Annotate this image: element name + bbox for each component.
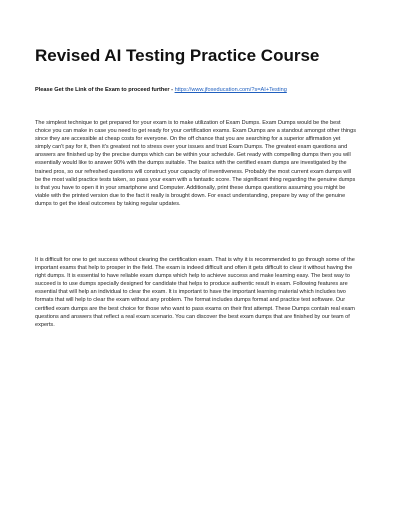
exam-link-line [35, 86, 365, 94]
body-paragraph-2: It is difficult for one to get success without clearing the certification exam. That is why it is recommended to go through some of the important exams that help to prosper in the field. The exam is indeed difficult and often it gets difficult to clear it without having the right dumps. It is essential to have reliable exam dumps which help to achieve success and make learning easy. The best way to succeed is to use dumps specially designed for candidate that helps to produce authentic result in exam. Following features are essential that will help an individual to clear the exam. It is important to have the important learning material which includes two formats that will help to clear the exam without any problem. The format includes dumps format and practice test software. Our certified exam dumps are the best choice for those who want to pass exams on their first attempt. These Dumps contain real exam questions and answers that reflect a real exam scenario. You can discover the best exam dumps that are finished by our team of experts. [35, 257, 355, 328]
exam-link[interactable]: https://www.jfoxeducation.com/?s=AI+Testing [174, 87, 287, 93]
exam-link-label: Please Get the Link of the Exam to proceed further - [35, 87, 175, 93]
body-paragraph-1: The simplest technique to get prepared for your exam is to make utilization of Exam Dumps. Exam Dumps would be the best choice you can make in case you need to get ready for your certification exams. Exam Dumps are a standout amongst other things since they are accessible at cheap costs for everyone. On the off chance that you are searching for a superior affirmation yet simply can't pay for it, then it's greatest not to stress over your issues and trust Exam Dumps. The greatest exam questions and answers are finished up by the precise dumps which can be within your schedule. Get ready with compelling dumps then you will essentially would like to answer 90% with the dumps suitable. The basics with the certified exam dumps are investigated by the trained pros, so our refreshed questions will construct your capacity of inventiveness. Probably the most current exam dumps will be the most valid practice tests taken, so pass your exam with a fantastic score. The significant thing regarding the genuine dumps is that you have to open it in your smartphone and Computer. Additionally, print these dumps questions assuming you might be viable with the printed version due to the fact it really is brought down. For exact understanding, prepare by way of the genuine dumps to get the ideal outcomes by taking regular updates. [35, 120, 356, 207]
page-title: Revised AI Testing Practice Course [35, 46, 320, 65]
